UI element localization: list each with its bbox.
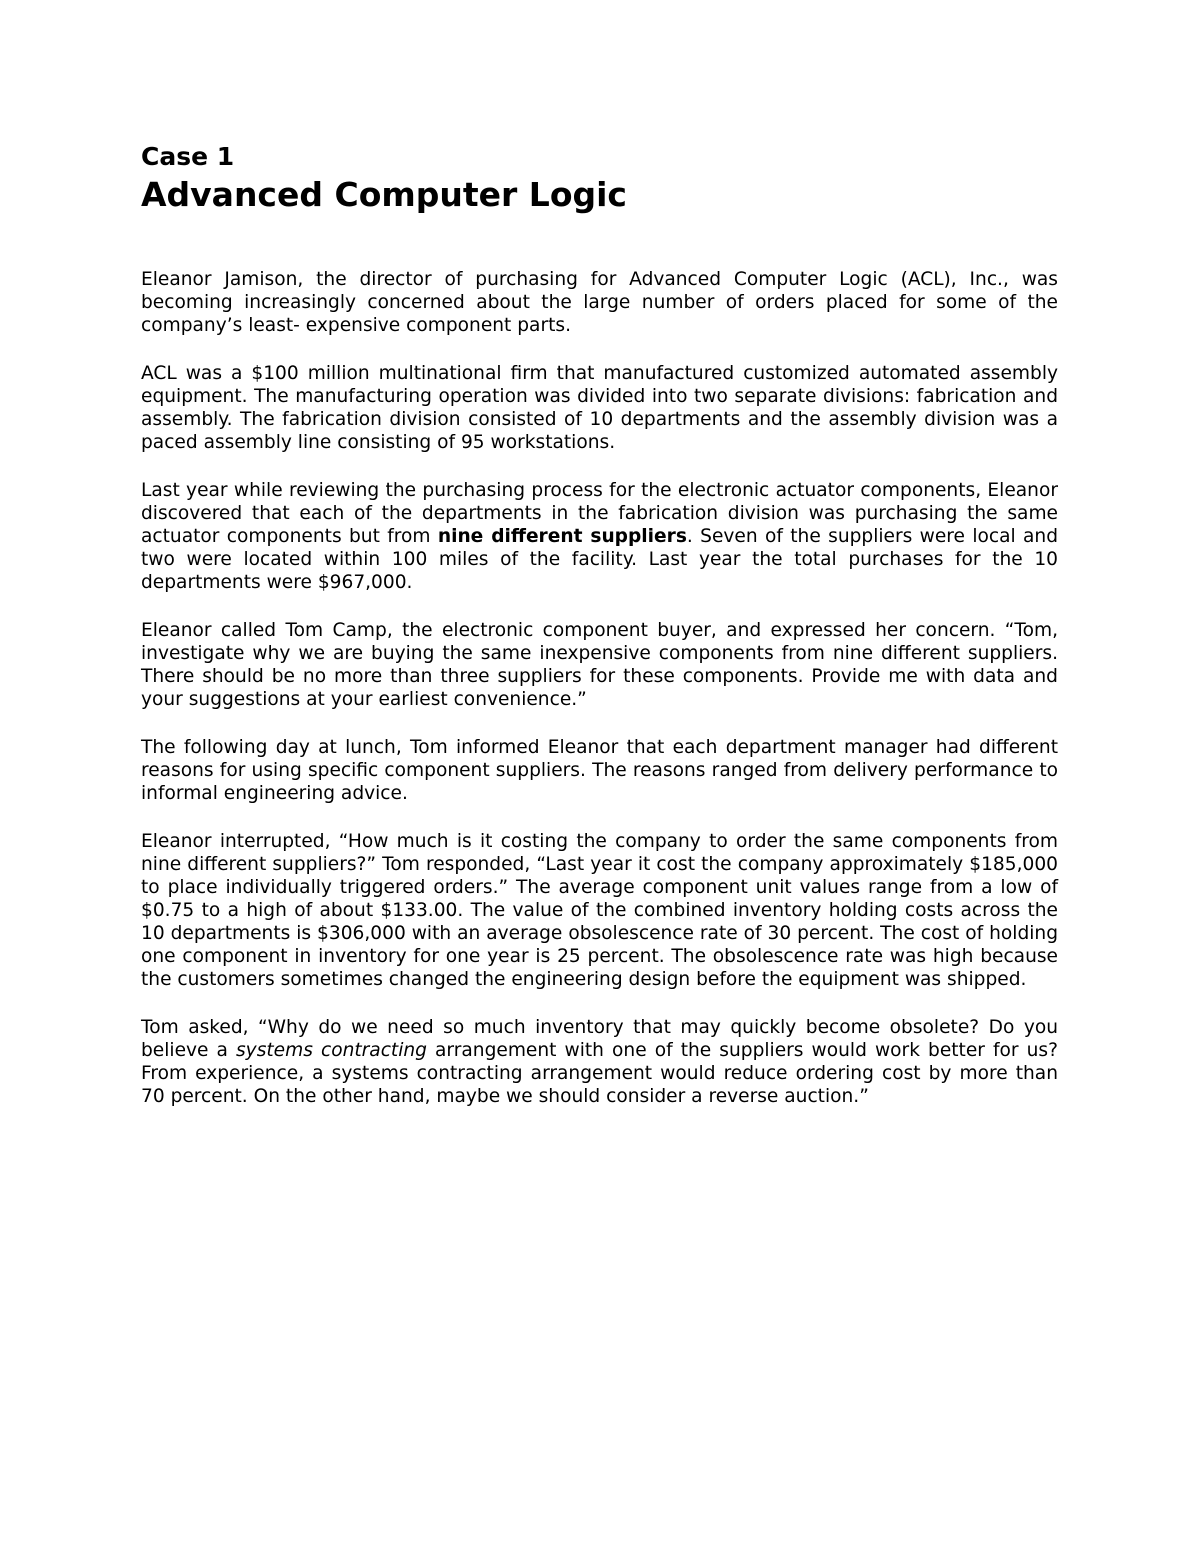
case-title: Advanced Computer Logic	[141, 175, 627, 214]
case-label: Case 1	[141, 142, 235, 171]
document-page	[141, 140, 1058, 1133]
paragraph-intro: Eleanor Jamison, the director of purchasing for Advanced Computer Logic (ACL), Inc., was becoming increasingly concerned about the large number of orders placed for some of the company’s least- expensive component parts.	[141, 269, 1058, 336]
paragraph-discovery-text-1: Last year while reviewing the purchasing process for the electronic actuator components, Eleanor discovered that each of the departments in the fabrication division was purchasing the same actuator components but from	[141, 480, 1058, 547]
paragraph-company: ACL was a $100 million multinational firm that manufactured customized automated assembly equipment. The manufacturing operation was divided into two separate divisions: fabrication and assembly. The fabrication division consisted of 10 departments and the assembly division was a paced assembly line consisting of 95 workstations.	[141, 363, 1058, 453]
paragraph-discovery-text-2: . Seven of the suppliers were local and two were located within 100 miles of the facility. Last year the total purchases for the 10 departments were $967,000.	[141, 526, 1058, 593]
paragraph-costs: Eleanor interrupted, “How much is it costing the company to order the same components from nine different suppliers?” Tom responded, “Last year it cost the company approximately $185,000 to place individually triggered orders.” The average component unit values range from a low of $0.75 to a high of about $133.00. The value of the combined inventory holding costs across the 10 departments is $306,000 with an average obsolescence rate of 30 percent. The cost of holding one component in inventory for one year is 25 percent. The obsolescence rate was high because the customers sometimes changed the engineering design before the equipment was shipped.	[141, 831, 1058, 990]
paragraph-question-text-2: arrangement with one of the suppliers would work better for us? From experience, a systems contracting arrangement would reduce ordering cost by more than 70 percent. On the other hand, maybe we should consider a reverse auction.”	[141, 1040, 1058, 1107]
paragraph-discovery	[141, 479, 1058, 594]
systems-contracting-emphasis: systems contracting	[236, 1040, 427, 1061]
paragraph-question	[141, 1016, 1058, 1108]
paragraph-call: Eleanor called Tom Camp, the electronic component buyer, and expressed her concern. “Tom, investigate why we are buying the same inexpensive components from nine different suppliers. There should be no more than three suppliers for these components. Provide me with data and your suggestions at your earliest convenience.”	[141, 620, 1058, 710]
nine-suppliers-emphasis: nine different suppliers	[437, 526, 687, 547]
paragraph-question-text-1: Tom asked, “Why do we need so much inventory that may quickly become obsolete? Do you believe a	[141, 1017, 1058, 1061]
paragraph-lunch: The following day at lunch, Tom informed Eleanor that each department manager had different reasons for using specific component suppliers. The reasons ranged from delivery performance to informal engineering advice.	[141, 737, 1058, 804]
